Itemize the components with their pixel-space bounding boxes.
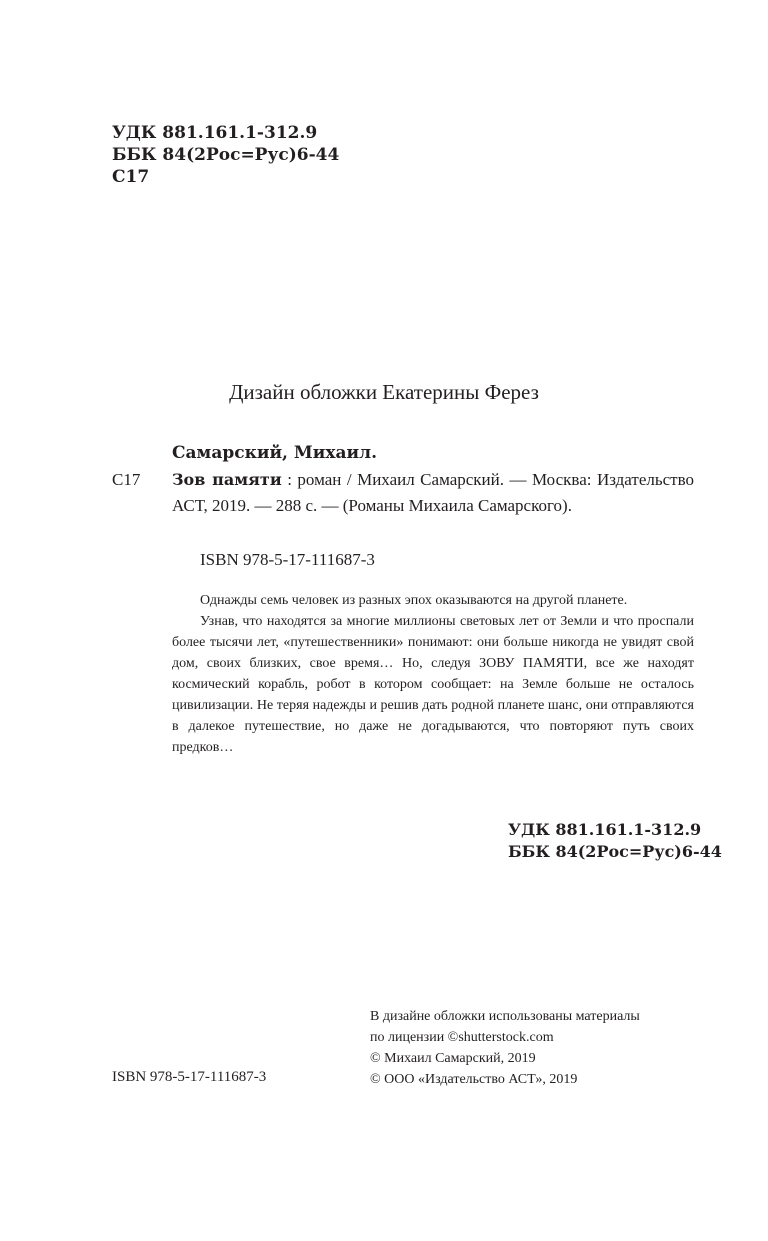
udk-code-bottom: УДК 881.161.1-312.9	[508, 820, 702, 839]
bbk-code-bottom: ББК 84(2Рос=Рус)6-44	[508, 842, 722, 861]
copyright-author: © Михаил Самарский, 2019	[370, 1051, 536, 1066]
annotation-paragraph: Узнав, что находятся за многие миллионы световых лет от Земли и что проспали более тысячи лет, «путешественники» понимают: они больше никогда не увидят свой дом, своих близких, свое время… Но, следуя ЗОВУ ПАМЯТИ, все же находят космический корабль, робот в котором сообщает: на Земле больше не осталось цивилизации. Не теряя надежды и решив дать родной планете шанс, они отправляются в далекое путешествие, но даже не догадываются, что повторяют путь своих предков…	[172, 614, 694, 755]
credits-line: В дизайне обложки использованы материалы	[370, 1009, 640, 1024]
book-title: Зов памяти	[172, 470, 282, 489]
cover-design-credit: Дизайн обложки Екатерины Ферез	[229, 380, 539, 404]
book-description: : роман / Михаил Самарский. — Москва: Издательство АСТ, 2019. — 288 с. — (Романы Михаила Самарского).	[172, 470, 694, 515]
catalog-author-mark: С17	[112, 470, 141, 489]
bbk-code: ББК 84(2Рос=Рус)6-44	[112, 145, 340, 165]
author-mark: С17	[112, 167, 150, 187]
credits-line: по лицензии ©shutterstock.com	[370, 1030, 554, 1045]
author-heading: Самарский, Михаил.	[172, 443, 377, 463]
bibliographic-description	[172, 467, 694, 519]
isbn-bottom: ISBN 978-5-17-111687-3	[112, 1069, 267, 1085]
catalog-isbn: ISBN 978-5-17-111687-3	[200, 550, 375, 569]
classification-codes	[112, 122, 339, 188]
annotation-paragraph: Однажды семь человек из разных эпох оказываются на другой планете.	[200, 593, 628, 608]
annotation	[172, 590, 694, 758]
copyright-credits	[370, 1006, 640, 1090]
classification-codes-bottom	[508, 819, 722, 863]
copyright-publisher: © ООО «Издательство АСТ», 2019	[370, 1072, 578, 1087]
udk-code: УДК 881.161.1-312.9	[112, 123, 318, 143]
